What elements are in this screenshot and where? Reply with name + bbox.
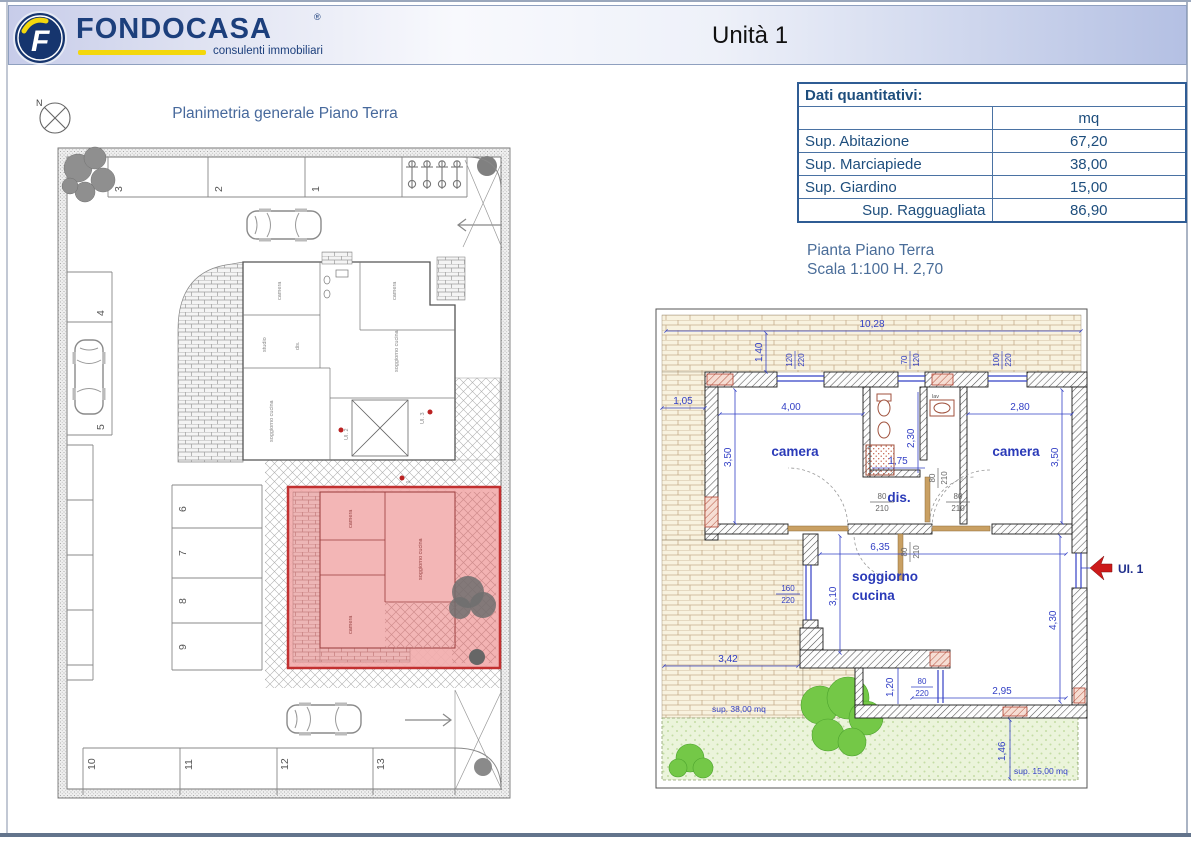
dim-label: 1,20 xyxy=(885,677,896,697)
room-label: camera xyxy=(392,281,398,300)
area-label: sup. 38,00 mq xyxy=(712,704,766,714)
svg-text:80: 80 xyxy=(877,492,887,501)
room-label: soggiorno cucina xyxy=(394,330,400,372)
tree-icon xyxy=(474,758,492,776)
fixture-label: lav xyxy=(932,394,940,400)
table-total-row xyxy=(798,199,1186,223)
dim-label: 1,05 xyxy=(673,396,693,407)
tree-icon xyxy=(477,156,497,176)
stall-number: 5 xyxy=(95,424,107,430)
unit-highlight xyxy=(288,487,500,668)
floor-plan-scale: Scala 1:100 H. 2,70 xyxy=(807,261,944,278)
table-row xyxy=(798,153,1186,176)
dim-label: 1,46 xyxy=(997,741,1008,761)
walkway-brick xyxy=(178,262,243,462)
car-icon xyxy=(247,209,321,242)
svg-text:220: 220 xyxy=(781,596,795,605)
fondocasa-logo-icon xyxy=(12,9,68,67)
area-label: sup. 15,00 mq xyxy=(1014,766,1068,776)
brand-text: FONDOCASA xyxy=(76,13,272,45)
stall-number: 6 xyxy=(177,506,189,512)
quantitative-table xyxy=(797,82,1187,223)
svg-text:220: 220 xyxy=(915,689,929,698)
stall-number: 4 xyxy=(95,310,107,316)
room-label: camera xyxy=(771,444,819,459)
svg-text:F: F xyxy=(31,25,50,58)
dim-label: 1,40 xyxy=(754,342,765,362)
row-value: 15,00 xyxy=(992,176,1186,199)
page-title: Unità 1 xyxy=(712,22,789,49)
room-label: soggiorno cucina xyxy=(418,538,424,580)
svg-text:80: 80 xyxy=(900,547,909,557)
unit-tag: UI. 3 xyxy=(420,412,426,424)
stall-number: 2 xyxy=(213,186,225,192)
dim-label: 2,30 xyxy=(906,428,917,448)
stall-number: 11 xyxy=(183,759,195,770)
room-label: dis. xyxy=(887,490,911,505)
svg-text:220: 220 xyxy=(1004,353,1013,367)
room-label: camera xyxy=(348,615,354,634)
room-label: studio xyxy=(262,337,268,352)
svg-text:70: 70 xyxy=(900,355,909,365)
room-label: dis. xyxy=(295,341,301,350)
page-border-bottom xyxy=(0,833,1191,837)
svg-text:80: 80 xyxy=(928,473,937,483)
room-label: soggiorno xyxy=(852,569,918,584)
svg-text:220: 220 xyxy=(797,353,806,367)
dim-label: 3,50 xyxy=(1050,447,1061,467)
room-label: cucina xyxy=(852,588,895,603)
dim-label: 3,42 xyxy=(718,654,738,665)
dim-label: 1,75 xyxy=(888,456,908,467)
unit-arrow-icon xyxy=(1090,556,1112,580)
svg-text:210: 210 xyxy=(940,471,949,485)
row-label: Sup. Marciapiede xyxy=(798,153,992,176)
svg-text:100: 100 xyxy=(992,353,1001,367)
svg-text:120: 120 xyxy=(785,353,794,367)
svg-text:210: 210 xyxy=(912,545,921,559)
svg-text:210: 210 xyxy=(951,504,965,513)
table-empty-cell xyxy=(798,107,992,130)
dim-label: 3,50 xyxy=(723,447,734,467)
dim-label: 2,95 xyxy=(992,686,1012,697)
brand-registered-mark: ® xyxy=(314,12,321,22)
room-label: camera xyxy=(992,444,1040,459)
stall-number: 3 xyxy=(113,186,125,192)
table-row xyxy=(798,130,1186,153)
svg-text:80: 80 xyxy=(917,677,927,686)
row-value: 67,20 xyxy=(992,130,1186,153)
stall-number: 10 xyxy=(86,758,98,770)
dim-label: 4,30 xyxy=(1048,610,1059,630)
unit-tag: UI. 2 xyxy=(344,428,350,440)
total-value: 86,90 xyxy=(992,199,1186,223)
north-compass-icon xyxy=(36,98,70,133)
stall-number: 1 xyxy=(310,186,322,192)
dim-label: 3,10 xyxy=(828,586,839,606)
site-plan-title: Planimetria generale Piano Terra xyxy=(172,105,398,122)
car-icon xyxy=(287,703,361,736)
floor-plan xyxy=(656,309,1144,788)
stall-number: 7 xyxy=(177,550,189,556)
brand-tagline: consulenti immobiliari xyxy=(213,45,323,57)
unit-marker-label: UI. 1 xyxy=(1118,562,1144,576)
row-label: Sup. Abitazione xyxy=(798,130,992,153)
svg-text:80: 80 xyxy=(953,492,963,501)
stall-number: 12 xyxy=(279,758,291,770)
page-border-top xyxy=(0,0,1191,2)
north-label: N xyxy=(36,98,43,108)
table-row xyxy=(798,176,1186,199)
site-plan xyxy=(36,98,510,798)
room-label: camera xyxy=(277,281,283,300)
floor-plan-title: Pianta Piano Terra xyxy=(807,242,935,259)
row-value: 38,00 xyxy=(992,153,1186,176)
svg-text:160: 160 xyxy=(781,584,795,593)
brand-underline xyxy=(78,50,206,55)
dim-label: 10,28 xyxy=(859,319,885,330)
table-unit-header: mq xyxy=(992,107,1186,130)
patio-crosshatch xyxy=(455,378,500,460)
row-label: Sup. Giardino xyxy=(798,176,992,199)
svg-text:120: 120 xyxy=(912,353,921,367)
dim-label: 2,80 xyxy=(1010,402,1030,413)
svg-text:210: 210 xyxy=(875,504,889,513)
car-icon xyxy=(73,340,106,414)
dim-label: 6,35 xyxy=(870,542,890,553)
dim-label: 4,00 xyxy=(781,402,801,413)
table-title: Dati quantitativi: xyxy=(798,83,1186,107)
room-label: soggiorno cucina xyxy=(269,400,275,442)
room-label: camera xyxy=(348,509,354,528)
stall-number: 13 xyxy=(375,758,387,770)
stall-number: 8 xyxy=(177,598,189,604)
page-border-left xyxy=(6,2,8,833)
stall-number: 9 xyxy=(177,644,189,650)
total-label: Sup. Ragguagliata xyxy=(798,199,992,223)
